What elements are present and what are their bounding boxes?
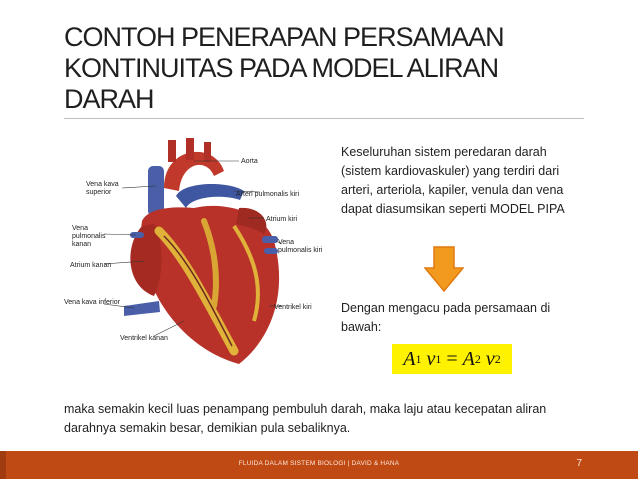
label-vena-pulmonalis-kiri-1: Vena — [278, 239, 294, 246]
reference-paragraph: Dengan mengacu pada persamaan di bawah: — [341, 301, 551, 334]
formula-v2: v — [485, 347, 495, 370]
formula-sub-1b: 1 — [435, 351, 442, 366]
slide-title: CONTOH PENERAPAN PERSAMAAN KONTINUITAS PADA MODEL ALIRAN DARAH — [64, 22, 504, 114]
label-atrium-kanan: Atrium kanan — [70, 262, 112, 269]
footer-bar — [0, 451, 638, 479]
label-ventrikel-kanan: Ventrikel kanan — [120, 335, 168, 342]
description-paragraph: Keseluruhan sistem peredaran darah (sistem kardiovaskuler) yang terdiri dari arteri, arteriola, kapiler, venula dan vena dapat diasumsikan seperti MODEL PIPA — [341, 145, 565, 216]
conclusion-paragraph: maka semakin kecil luas penampang pembuluh darah, maka laju atau kecepatan aliran darahnya semakin besar, demikian pula sebaliknya. — [64, 402, 547, 435]
formula-A2: A — [462, 347, 475, 370]
heart-anatomy-illustration — [64, 136, 330, 376]
label-aorta: Aorta — [241, 158, 258, 165]
vena-pulmonalis-kiri-2 — [264, 248, 278, 254]
branch-1 — [168, 140, 176, 162]
label-vena-pulmonalis-kanan-3: kanan — [72, 241, 92, 248]
down-arrow-icon — [424, 246, 464, 292]
branch-2 — [186, 138, 194, 160]
formula-sub-2b: 2 — [494, 351, 501, 366]
title-divider — [64, 118, 584, 119]
vena-kava-superior — [148, 166, 164, 216]
label-vena-kava-superior-2: superior — [86, 189, 112, 196]
pulmonary-artery — [176, 184, 244, 208]
label-atrium-kiri: Atrium kiri — [266, 216, 298, 223]
formula-equals: = — [446, 347, 458, 370]
branch-3 — [204, 142, 211, 162]
vena-pulmonalis-kiri — [262, 236, 278, 243]
continuity-equation — [392, 344, 512, 374]
formula-sub-1: 1 — [415, 351, 422, 366]
label-vena-pulmonalis-kanan-1: Vena — [72, 225, 88, 232]
label-vena-pulmonalis-kanan-2: pulmonalis — [72, 233, 106, 240]
label-vena-kava-inferior: Vena kava inferior — [64, 299, 121, 306]
formula-v1: v — [426, 347, 436, 370]
vena-kava-inferior — [124, 301, 160, 316]
label-arteri-pulmonalis-kiri: Arteri pulmonalis kiri — [236, 191, 300, 198]
label-vena-kava-superior-1: Vena kava — [86, 181, 119, 188]
formula-A1: A — [403, 347, 416, 370]
label-ventrikel-kiri: Ventrikel kiri — [274, 304, 312, 311]
label-vena-pulmonalis-kiri-2: pulmonalis kiri — [278, 247, 323, 254]
formula-sub-2: 2 — [474, 351, 481, 366]
page-number: 7 — [576, 458, 582, 469]
footer-text: FLUIDA DALAM SISTEM BIOLOGI | DAVID & HANA — [238, 460, 400, 467]
